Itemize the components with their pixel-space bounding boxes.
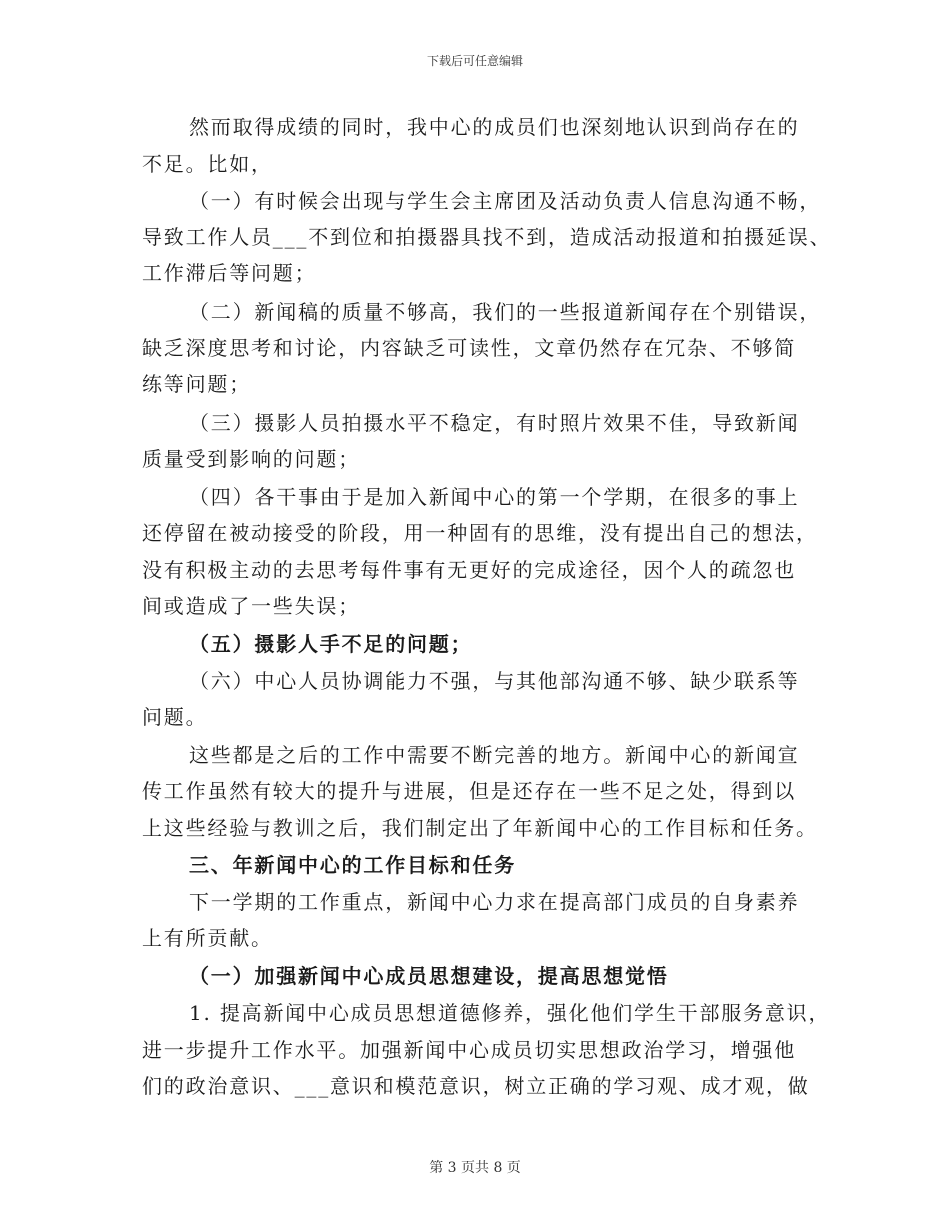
subsection-heading: （一）加强新闻中心成员思想建设，提高思想觉悟: [189, 964, 669, 988]
paragraph-line: 间或造成了一些失误；: [142, 594, 360, 618]
paragraph-line: 1. 提高新闻中心成员思想道德修养，强化他们学生干部服务意识，: [189, 1001, 831, 1025]
paragraph-line: （三）摄影人员拍摄水平不稳定，有时照片效果不佳，导致新闻: [189, 411, 800, 435]
paragraph-line: 上有所贡献。: [142, 926, 273, 950]
paragraph-line: （六）中心人员协调能力不强，与其他部沟通不够、缺少联系等: [189, 669, 800, 693]
paragraph-line: 缺乏深度思考和讨论，内容缺乏可读性，文章仍然存在冗杂、不够简: [142, 336, 796, 360]
paragraph-line: 传工作虽然有较大的提升与进展，但是还存在一些不足之处，得到以: [142, 779, 796, 803]
page-header: 下载后可任意编辑: [426, 54, 523, 68]
paragraph-line: 问题。: [142, 705, 208, 729]
paragraph-line: 上这些经验与教训之后，我们制定出了年新闻中心的工作目标和任务。: [142, 816, 818, 840]
paragraph-line: 然而取得成绩的同时，我中心的成员们也深刻地认识到尚存在的: [189, 115, 800, 139]
paragraph-line: 进一步提升工作水平。加强新闻中心成员切实思想政治学习，增强他: [142, 1038, 796, 1062]
section-heading: 三、年新闻中心的工作目标和任务: [189, 853, 516, 877]
paragraph-line: 质量受到影响的问题；: [142, 447, 360, 471]
paragraph-line: 还停留在被动接受的阶段，用一种固有的思维，没有提出自己的想法，: [142, 521, 818, 545]
paragraph-heading: （五）摄影人手不足的问题；: [189, 632, 473, 656]
paragraph-line: 下一学期的工作重点，新闻中心力求在提高部门成员的自身素养: [189, 890, 800, 914]
paragraph-line: 没有积极主动的去思考每件事有无更好的完成途径，因个人的疏忽也: [142, 558, 796, 582]
paragraph-line: 练等问题；: [142, 372, 251, 396]
paragraph-line: 导致工作人员___不到位和拍摄器具找不到，造成活动报道和拍摄延误、: [142, 225, 832, 249]
paragraph-line: 们的政治意识、___意识和模范意识，树立正确的学习观、成才观，做: [142, 1074, 810, 1098]
paragraph-line: 不足。比如，: [142, 152, 273, 176]
page-footer: 第 3 页共 8 页: [429, 1160, 521, 1176]
paragraph-line: （二）新闻稿的质量不够高，我们的一些报道新闻存在个别错误，: [189, 300, 822, 324]
paragraph-line: 工作滞后等问题；: [142, 261, 317, 285]
paragraph-line: （四）各干事由于是加入新闻中心的第一个学期，在很多的事上: [189, 485, 800, 509]
paragraph-line: 这些都是之后的工作中需要不断完善的地方。新闻中心的新闻宣: [189, 743, 800, 767]
paragraph-line: （一）有时候会出现与学生会主席团及活动负责人信息沟通不畅，: [189, 189, 822, 213]
